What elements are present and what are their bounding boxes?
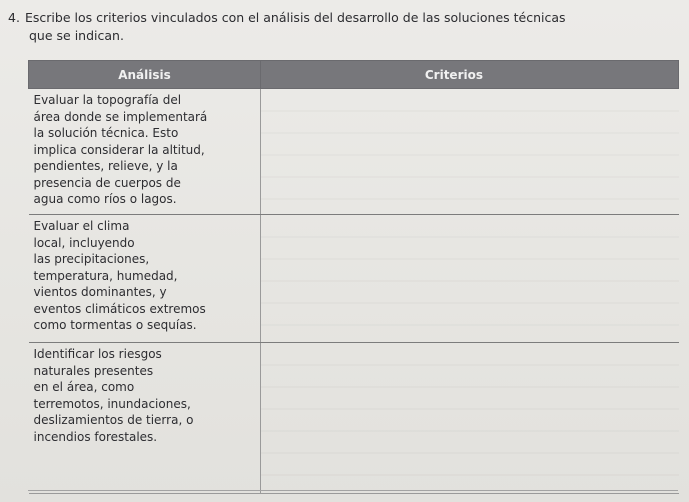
- analysis-text-topography: Evaluar la topografía del área donde se implementará la solución técnica. Esto implica considerar la altitud, pendientes, relieve, y la presencia de cuerpos de agua como ríos o lagos.: [33, 93, 208, 206]
- criteria-answer-cell-climate[interactable]: [261, 215, 679, 343]
- criteria-table: [28, 60, 679, 494]
- table-row: [29, 215, 679, 343]
- analysis-cell: [29, 215, 261, 343]
- exercise-instruction: [8, 9, 678, 45]
- table-row: [29, 89, 679, 215]
- analysis-text-risks: Identificar los riesgos naturales presentes en el área, como terremotos, inundaciones, deslizamientos de tierra, o incendios forestales.: [33, 347, 194, 444]
- header-analysis: Análisis: [29, 61, 261, 89]
- criteria-answer-cell-topography[interactable]: [261, 89, 679, 215]
- table-bottom-divider: [28, 490, 678, 491]
- analysis-cell: [29, 343, 261, 494]
- criteria-answer-cell-risks[interactable]: [261, 343, 679, 494]
- instruction-line-1: Escribe los criterios vinculados con el análisis del desarrollo de las soluciones técnicas: [24, 10, 566, 25]
- table-header-row: [29, 61, 679, 89]
- instruction-line-2: que se indican.: [29, 28, 124, 43]
- table-row: [29, 343, 679, 494]
- header-criteria: Criterios: [261, 61, 679, 89]
- analysis-cell: [29, 89, 261, 215]
- analysis-text-climate: Evaluar el clima local, incluyendo las precipitaciones, temperatura, humedad, vientos dominantes, y eventos climáticos extremos como tormentas o sequías.: [33, 219, 206, 332]
- exercise-number: 4.: [8, 10, 20, 25]
